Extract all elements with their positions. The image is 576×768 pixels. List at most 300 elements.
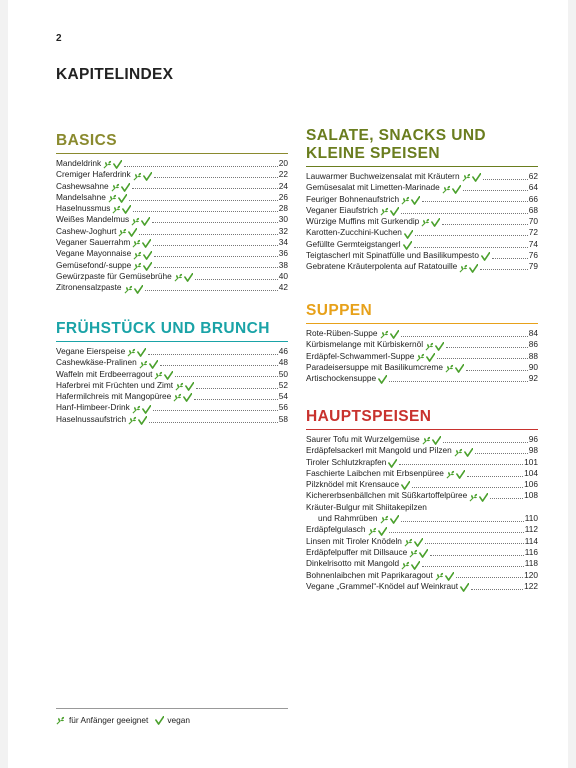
herb-sprig-icon [127,348,137,357]
page-ref: 110 [524,513,538,524]
page-ref: 79 [528,261,538,272]
check-icon [149,360,158,369]
check-icon [155,716,164,725]
recipe-title: Erdäpfelpuffer mit Dillsauce [306,546,408,557]
entry-icons [133,251,152,260]
recipe-title: Kürbismelange mit Kürbiskernöl [306,339,424,350]
recipe-title: Erdäpfelgulasch [306,524,366,535]
section-basics [56,132,288,294]
recipe-title: Gewürzpaste für Gemüsebrühe [56,270,172,281]
dot-leader [456,577,523,578]
section-fruehstueck [56,320,288,425]
herb-sprig-icon [174,273,184,282]
dot-leader [401,336,528,337]
entry-icons [446,470,465,479]
check-icon [185,382,194,391]
recipe-title: Mandelsahne [56,191,106,202]
check-icon [128,228,137,237]
page-ref: 90 [528,361,538,372]
index-entry[interactable] [56,402,288,413]
recipe-title: Gebratene Kräuterpolenta auf Ratatouille [306,261,458,272]
recipe-title: Gemüsesalat mit Limetten-Marinade [306,182,440,193]
dot-leader [425,543,524,544]
recipe-title: Vegane Mayonnaise [56,248,132,259]
index-entry[interactable] [306,558,538,569]
page-ref: 120 [524,569,538,580]
page-ref: 88 [528,350,538,361]
check-icon [404,230,413,239]
entry-icons [454,448,473,457]
page-ref: 74 [528,238,538,249]
herb-sprig-icon [421,218,431,227]
index-entry[interactable] [56,346,288,357]
check-icon [472,173,481,182]
check-icon [141,217,150,226]
entry-list [306,434,538,592]
herb-sprig-icon [154,371,164,380]
dot-leader [149,422,278,423]
page-ref: 50 [278,368,288,379]
herb-sprig-icon [445,364,455,373]
recipe-title: Gemüsefond/-suppe [56,259,132,270]
herb-sprig-icon [442,185,452,194]
recipe-title: Waffeln mit Erdbeerragout [56,368,153,379]
entry-icons [409,549,428,558]
index-entry[interactable] [56,214,288,225]
index-entry[interactable] [56,391,288,402]
recipe-title: Teigtascherl mit Spinatfülle und Basilikumpesto [306,250,479,261]
dot-leader [154,177,278,178]
index-entry[interactable] [56,357,288,368]
check-icon [460,583,469,592]
recipe-title: Saurer Tofu mit Wurzelgemüse [306,434,420,444]
entry-icons [368,527,387,536]
entry-icons [388,459,397,468]
herb-sprig-icon [132,405,142,414]
check-icon [378,375,387,384]
entry-icons [435,572,454,581]
dot-leader [466,370,528,371]
index-entry[interactable] [306,239,538,250]
index-entry[interactable] [306,502,538,513]
index-entry[interactable] [306,328,538,339]
page-ref: 38 [278,259,288,270]
herb-sprig-icon [409,549,419,558]
page-ref: 98 [528,445,538,456]
dot-leader [133,211,277,212]
herb-sprig-icon [422,436,432,445]
check-icon [390,515,399,524]
herb-sprig-icon [446,470,456,479]
page-ref: 22 [278,169,288,180]
dot-leader [153,410,278,411]
herb-sprig-icon [380,207,390,216]
index-entry[interactable] [306,524,538,535]
section-title-line: FRÜHSTÜCK UND BRUNCH [56,320,270,337]
page-ref: 112 [524,524,538,535]
page-ref: 40 [278,270,288,281]
recipe-title: Lauwarmer Buchweizensalat mit Kräutern [306,171,460,181]
index-entry[interactable] [306,479,538,490]
recipe-title: Hanf-Himbeer-Drink [56,402,130,413]
check-icon [481,252,490,261]
dot-leader [148,354,278,355]
dot-leader [129,200,278,201]
recipe-title: Feuriger Bohnenaufstrich [306,193,400,204]
herb-sprig-icon [173,393,183,402]
recipe-title: Cashew-Joghurt [56,225,117,236]
page-ref: 68 [528,204,538,215]
herb-sprig-icon [128,416,138,425]
page-ref: 106 [524,479,538,490]
section-title-line: SUPPEN [306,302,373,319]
page-ref: 86 [528,339,538,350]
page-ref: 52 [278,379,288,390]
recipe-title: Haferbrei mit Früchten und Zimt [56,379,174,390]
index-entry[interactable] [306,261,538,272]
entry-icons [139,360,158,369]
recipe-title: Faschierte Laibchen mit Erbsenpüree [306,467,444,478]
herb-sprig-icon [401,196,411,205]
check-icon [445,572,454,581]
entry-icons [380,515,399,524]
recipe-title: Gefüllte Germteigstangerl [306,238,401,249]
index-entry[interactable] [306,250,538,261]
entry-icons [127,348,146,357]
check-icon [113,160,122,169]
check-icon [390,330,399,339]
dot-leader [401,521,524,522]
section-title-line: KLEINE SPEISEN [306,145,440,162]
dot-leader [152,222,278,223]
herb-sprig-icon [103,160,113,169]
dot-leader [154,267,278,268]
recipe-title: Erdäpfel-Schwammerl-Suppe [306,350,415,361]
recipe-title: Karotten-Zucchini-Kuchen [306,227,402,238]
dot-leader [475,453,528,454]
check-icon [378,527,387,536]
page-ref: 116 [524,546,538,557]
check-icon [403,241,412,250]
dot-leader [415,235,528,236]
check-icon [452,185,461,194]
page-ref: 20 [278,158,288,168]
check-icon [122,205,131,214]
check-icon [118,194,127,203]
check-icon [414,538,423,547]
dot-leader [443,442,528,443]
entry-icons [128,416,147,425]
index-entry[interactable] [306,227,538,238]
dot-leader [442,224,527,225]
check-icon [137,348,146,357]
check-icon [411,561,420,570]
entry-icons [403,241,412,250]
check-icon [479,493,488,502]
entry-list [56,158,288,294]
dot-leader [132,188,278,189]
page-ref: 26 [278,191,288,202]
check-icon [138,416,147,425]
herb-sprig-icon [124,285,134,294]
check-icon [390,207,399,216]
index-entry[interactable] [56,158,288,169]
dot-leader [422,201,528,202]
index-entry[interactable] [56,380,288,391]
entry-icons [380,207,399,216]
dot-leader [160,365,278,366]
index-entry[interactable] [306,457,538,468]
herb-sprig-icon [454,448,464,457]
recipe-title: Rote-Rüben-Suppe [306,328,378,338]
index-entry[interactable] [56,260,288,271]
check-icon [142,239,151,248]
herb-sprig-icon [133,251,143,260]
entry-icons [132,239,151,248]
entry-icons [124,285,143,294]
entry-icons [401,561,420,570]
check-icon [469,264,478,273]
index-entry[interactable] [306,182,538,193]
recipe-title: Cremiger Haferdrink [56,169,131,180]
entry-icons [445,364,464,373]
index-entry[interactable] [306,362,538,373]
dot-leader [412,487,523,488]
dot-leader [175,376,277,377]
index-entry[interactable] [56,203,288,214]
dot-leader [124,166,278,167]
entry-icons [425,342,444,351]
dot-leader [422,566,524,567]
entry-icons [108,194,127,203]
herb-sprig-icon [131,217,141,226]
page-ref: 28 [278,203,288,214]
entry-icons [460,583,469,592]
recipe-title: Tiroler Schlutzkrapfen [306,456,387,467]
herb-sprig-icon [118,228,128,237]
page-ref: 30 [278,214,288,225]
recipe-title: Paradeisersuppe mit Basilikumcreme [306,361,443,372]
herb-sprig-icon [132,239,142,248]
index-entry[interactable] [56,248,288,259]
index-entry[interactable] [306,171,538,182]
entry-icons [422,436,441,445]
page-ref: 92 [528,373,538,384]
dot-leader [446,347,528,348]
dot-leader [139,234,277,235]
entry-icons [133,262,152,271]
entry-icons [442,185,461,194]
entry-list [306,171,538,273]
section-title [306,302,538,324]
dot-leader [463,190,528,191]
check-icon [134,285,143,294]
dot-leader [480,269,527,270]
section-title-line: SALATE, SNACKS UND [306,127,487,144]
page-ref: 72 [528,227,538,238]
herb-sprig-icon [404,538,414,547]
check-icon [142,405,151,414]
section-hauptspeisen [306,408,538,592]
herb-sprig-icon [133,262,143,271]
page-ref: 48 [278,357,288,368]
entry-icons [173,393,192,402]
index-entry[interactable] [56,237,288,248]
page-ref: 118 [524,558,538,569]
recipe-title: Zitronensalzpaste [56,282,122,293]
index-entry[interactable] [56,369,288,380]
section-title [56,132,288,154]
herb-sprig-icon [401,561,411,570]
index-entry[interactable] [56,414,288,425]
page-title: KAPITELINDEX [56,66,174,83]
check-icon [455,364,464,373]
herb-sprig-icon [111,183,121,192]
dot-leader [437,358,527,359]
entry-icons [154,371,173,380]
page-ref: 24 [278,180,288,191]
index-entry[interactable] [306,194,538,205]
recipe-title: Kichererbsenbällchen mit Süßkartoffelpüree [306,490,468,501]
check-icon [401,481,410,490]
index-entry[interactable] [306,536,538,547]
index-entry[interactable] [306,581,538,592]
entry-icons [118,228,137,237]
entry-icons [111,183,130,192]
check-icon [184,273,193,282]
index-entry[interactable] [56,181,288,192]
index-entry[interactable] [306,351,538,362]
herb-sprig-icon [108,194,118,203]
dot-leader [196,388,278,389]
dot-leader [154,256,278,257]
index-entry[interactable] [306,434,538,445]
index-entry[interactable] [306,339,538,350]
check-icon [411,196,420,205]
entry-icons [416,353,435,362]
index-entry[interactable] [56,271,288,282]
page-ref: 62 [528,171,538,181]
herb-sprig-icon [459,264,469,273]
check-icon [419,549,428,558]
page-ref: 101 [524,456,538,467]
entry-icons [112,205,131,214]
index-entry[interactable] [56,169,288,180]
check-icon [456,470,465,479]
check-icon [183,393,192,402]
check-icon [432,436,441,445]
index-entry[interactable] [306,373,538,384]
index-entry[interactable] [306,490,538,501]
section-title [56,320,288,342]
recipe-title: Cashewsahne [56,180,109,191]
recipe-title: Mandeldrink [56,158,102,168]
index-entry[interactable] [306,513,538,524]
herb-sprig-icon [380,330,390,339]
section-suppen [306,302,538,384]
index-entry[interactable] [306,205,538,216]
herb-sprig-icon [380,515,390,524]
section-title [306,408,538,430]
entry-icons [401,196,420,205]
dot-leader [483,179,528,180]
recipe-title: Vegane „Grammel“-Knödel auf Weinkraut [306,580,459,591]
entry-icons [462,173,481,182]
section-title-line: HAUPTSPEISEN [306,408,432,425]
page-ref: 32 [278,225,288,236]
index-entry[interactable] [306,445,538,456]
legend [56,715,193,725]
index-entry[interactable] [56,226,288,237]
entry-icons [404,538,423,547]
recipe-title: Würzige Muffins mit Gurkendip [306,216,420,227]
dot-leader [399,464,523,465]
check-icon [143,262,152,271]
entry-icons [469,493,488,502]
check-icon [426,353,435,362]
index-entry[interactable] [306,547,538,558]
recipe-title: Kräuter-Bulgur mit Shiitakepilzen [306,501,427,512]
herb-sprig-icon [139,360,149,369]
entry-icons [103,160,122,169]
entry-icons [132,405,151,414]
recipe-title: Pilzknödel mit Krensauce [306,479,400,490]
index-entry[interactable] [56,192,288,203]
entry-icons [401,481,410,490]
recipe-title: und Rahmrüben [318,513,378,524]
entry-icons [378,375,387,384]
page-ref: 108 [524,490,538,501]
check-icon [143,172,152,181]
entry-icons [404,230,413,239]
recipe-title: Dinkelrisotto mit Mangold [306,558,400,569]
herb-sprig-icon [133,172,143,181]
check-icon [164,371,173,380]
recipe-title: Linsen mit Tiroler Knödeln [306,535,402,546]
page-ref: 84 [528,328,538,338]
page-ref: 34 [278,237,288,248]
book-page [8,0,568,768]
entry-icons [174,273,193,282]
check-icon [464,448,473,457]
entry-list [56,346,288,425]
herb-sprig-icon [56,716,66,725]
entry-icons [133,172,152,181]
dot-leader [492,258,528,259]
index-entry[interactable] [306,570,538,581]
index-entry[interactable] [56,282,288,293]
page-ref: 64 [528,182,538,193]
dot-leader [401,213,528,214]
section-salate [306,127,538,273]
footer-divider [56,708,288,709]
legend-beginner-label: für Anfänger geeignet [69,715,149,725]
index-entry[interactable] [306,216,538,227]
section-title-line: BASICS [56,132,117,149]
page-ref: 56 [278,402,288,413]
check-icon [435,342,444,351]
entry-icons [459,264,478,273]
herb-sprig-icon [425,342,435,351]
herb-sprig-icon [175,382,185,391]
page-ref: 42 [278,282,288,293]
index-entry[interactable] [306,468,538,479]
dot-leader [145,290,278,291]
herb-sprig-icon [368,527,378,536]
section-title [306,127,538,167]
page-ref: 58 [278,413,288,424]
herb-sprig-icon [435,572,445,581]
